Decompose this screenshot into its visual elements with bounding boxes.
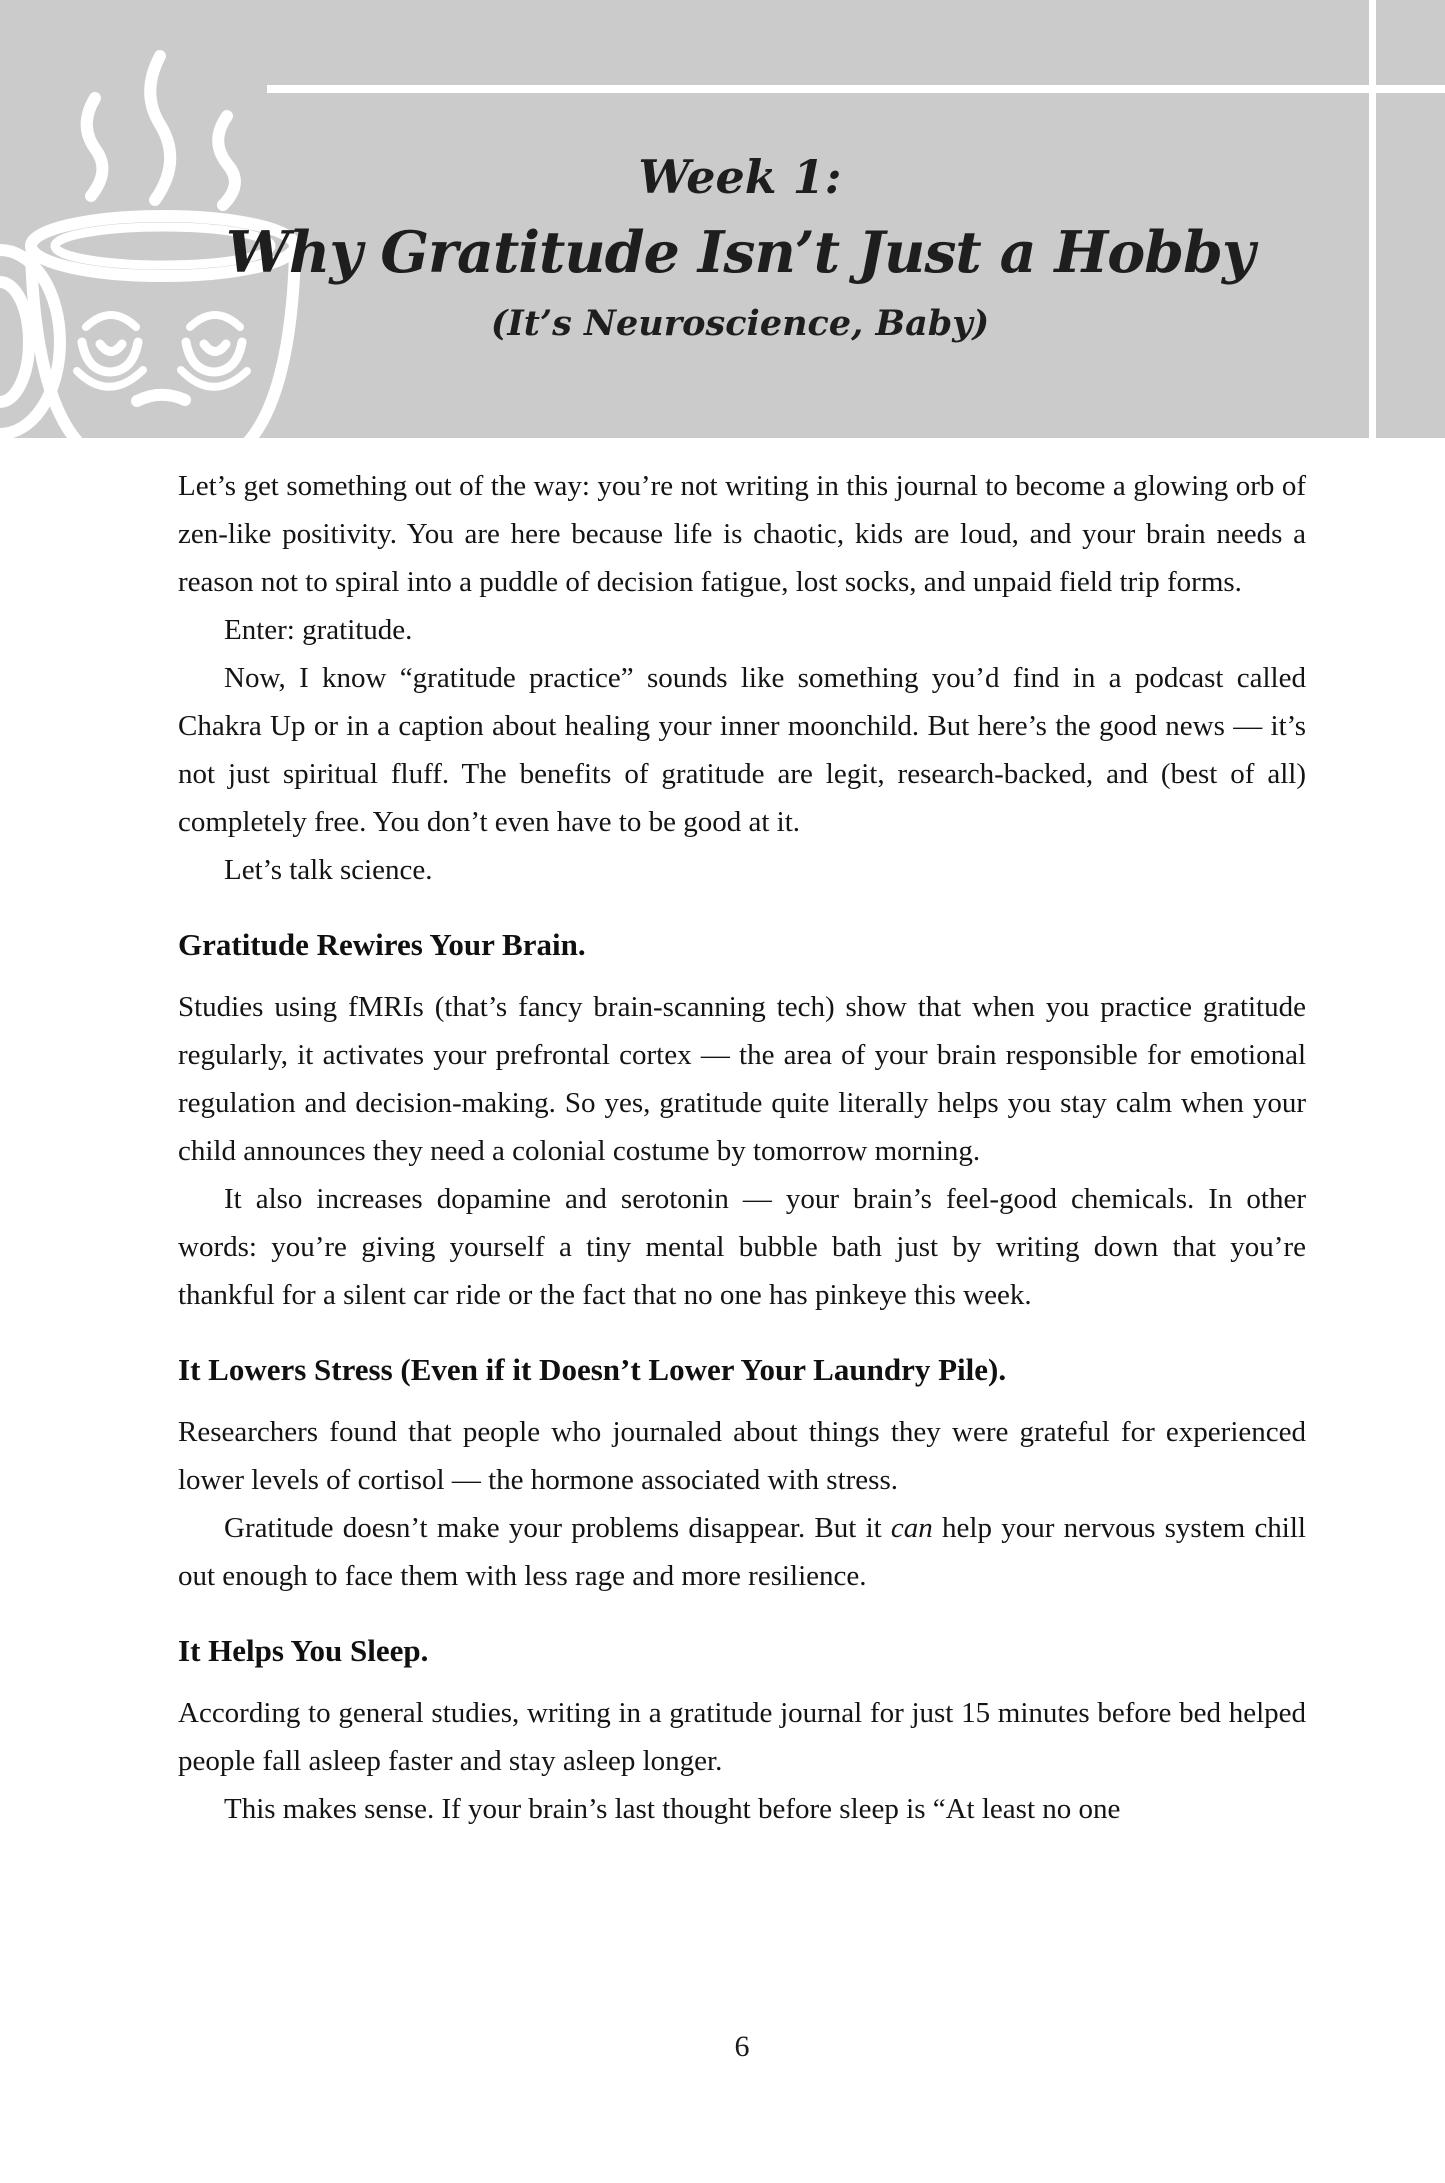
emphasized-word: can — [890, 1512, 933, 1544]
paragraph: Let’s get something out of the way: you’re not writing in this journal to become a glowing orb of zen-like positivity. You are here because life is chaotic, kids are loud, and your brain needs a reason not to spiral into a puddle of decision fatigue, lost socks, and unpaid field trip forms. — [178, 470, 1306, 598]
chapter-header-band — [0, 0, 1445, 438]
chapter-subtitle: (It’s Neuroscience, Baby) — [490, 303, 990, 344]
paragraph: Now, I know “gratitude practice” sounds like something you’d find in a podcast called Chakra Up or in a caption about healing your inner moonchild. But here’s the good news — it’s not just spiritual fluff. The benefits of gratitude are legit, research-backed, and (best of all) completely free. You don’t even have to be good at it. — [178, 662, 1306, 838]
paragraph: Let’s talk science. — [224, 854, 433, 886]
paragraph-text: help your nervous system chill out enough to face them with less rage and more resilience. — [178, 1512, 1306, 1592]
header-vertical-rule — [1369, 0, 1376, 438]
paragraph: It also increases dopamine and serotonin — your brain’s feel-good chemicals. In other words: you’re giving yourself a tiny mental bubble bath just by writing down that you’re thankful for a silent car ride or the fact that no one has pinkeye this week. — [178, 1183, 1306, 1311]
section-heading: It Lowers Stress (Even if it Doesn’t Lower Your Laundry Pile). — [178, 1352, 1007, 1387]
paragraph-text: Gratitude doesn’t make your problems disappear. But it — [224, 1512, 891, 1544]
paragraph — [178, 1504, 1306, 1600]
week-label: Week 1: — [638, 150, 842, 204]
chapter-titles — [140, 148, 1340, 350]
paragraph: Studies using fMRIs (that’s fancy brain-scanning tech) show that when you practice gratitude regularly, it activates your prefrontal cortex — the area of your brain responsible for emotional regulation and decision-making. So yes, gratitude quite literally helps you stay calm when your child announces they need a colonial costume by tomorrow morning. — [178, 991, 1306, 1167]
section-heading: It Helps You Sleep. — [178, 1633, 429, 1668]
paragraph: According to general studies, writing in a gratitude journal for just 15 minutes before bed helped people fall asleep faster and stay asleep longer. — [178, 1697, 1306, 1777]
body-text — [178, 462, 1306, 1833]
page-footer — [178, 2030, 1306, 2064]
paragraph: This makes sense. If your brain’s last thought before sleep is “At least no one — [224, 1793, 1121, 1825]
chapter-title: Why Gratitude Isn’t Just a Hobby — [225, 219, 1255, 286]
paragraph: Researchers found that people who journaled about things they were grateful for experienced lower levels of cortisol — the hormone associated with stress. — [178, 1416, 1306, 1496]
section-heading: Gratitude Rewires Your Brain. — [178, 927, 586, 962]
page-number: 6 — [734, 2030, 750, 2063]
header-horizontal-rule — [267, 85, 1445, 93]
paragraph: Enter: gratitude. — [224, 614, 413, 646]
